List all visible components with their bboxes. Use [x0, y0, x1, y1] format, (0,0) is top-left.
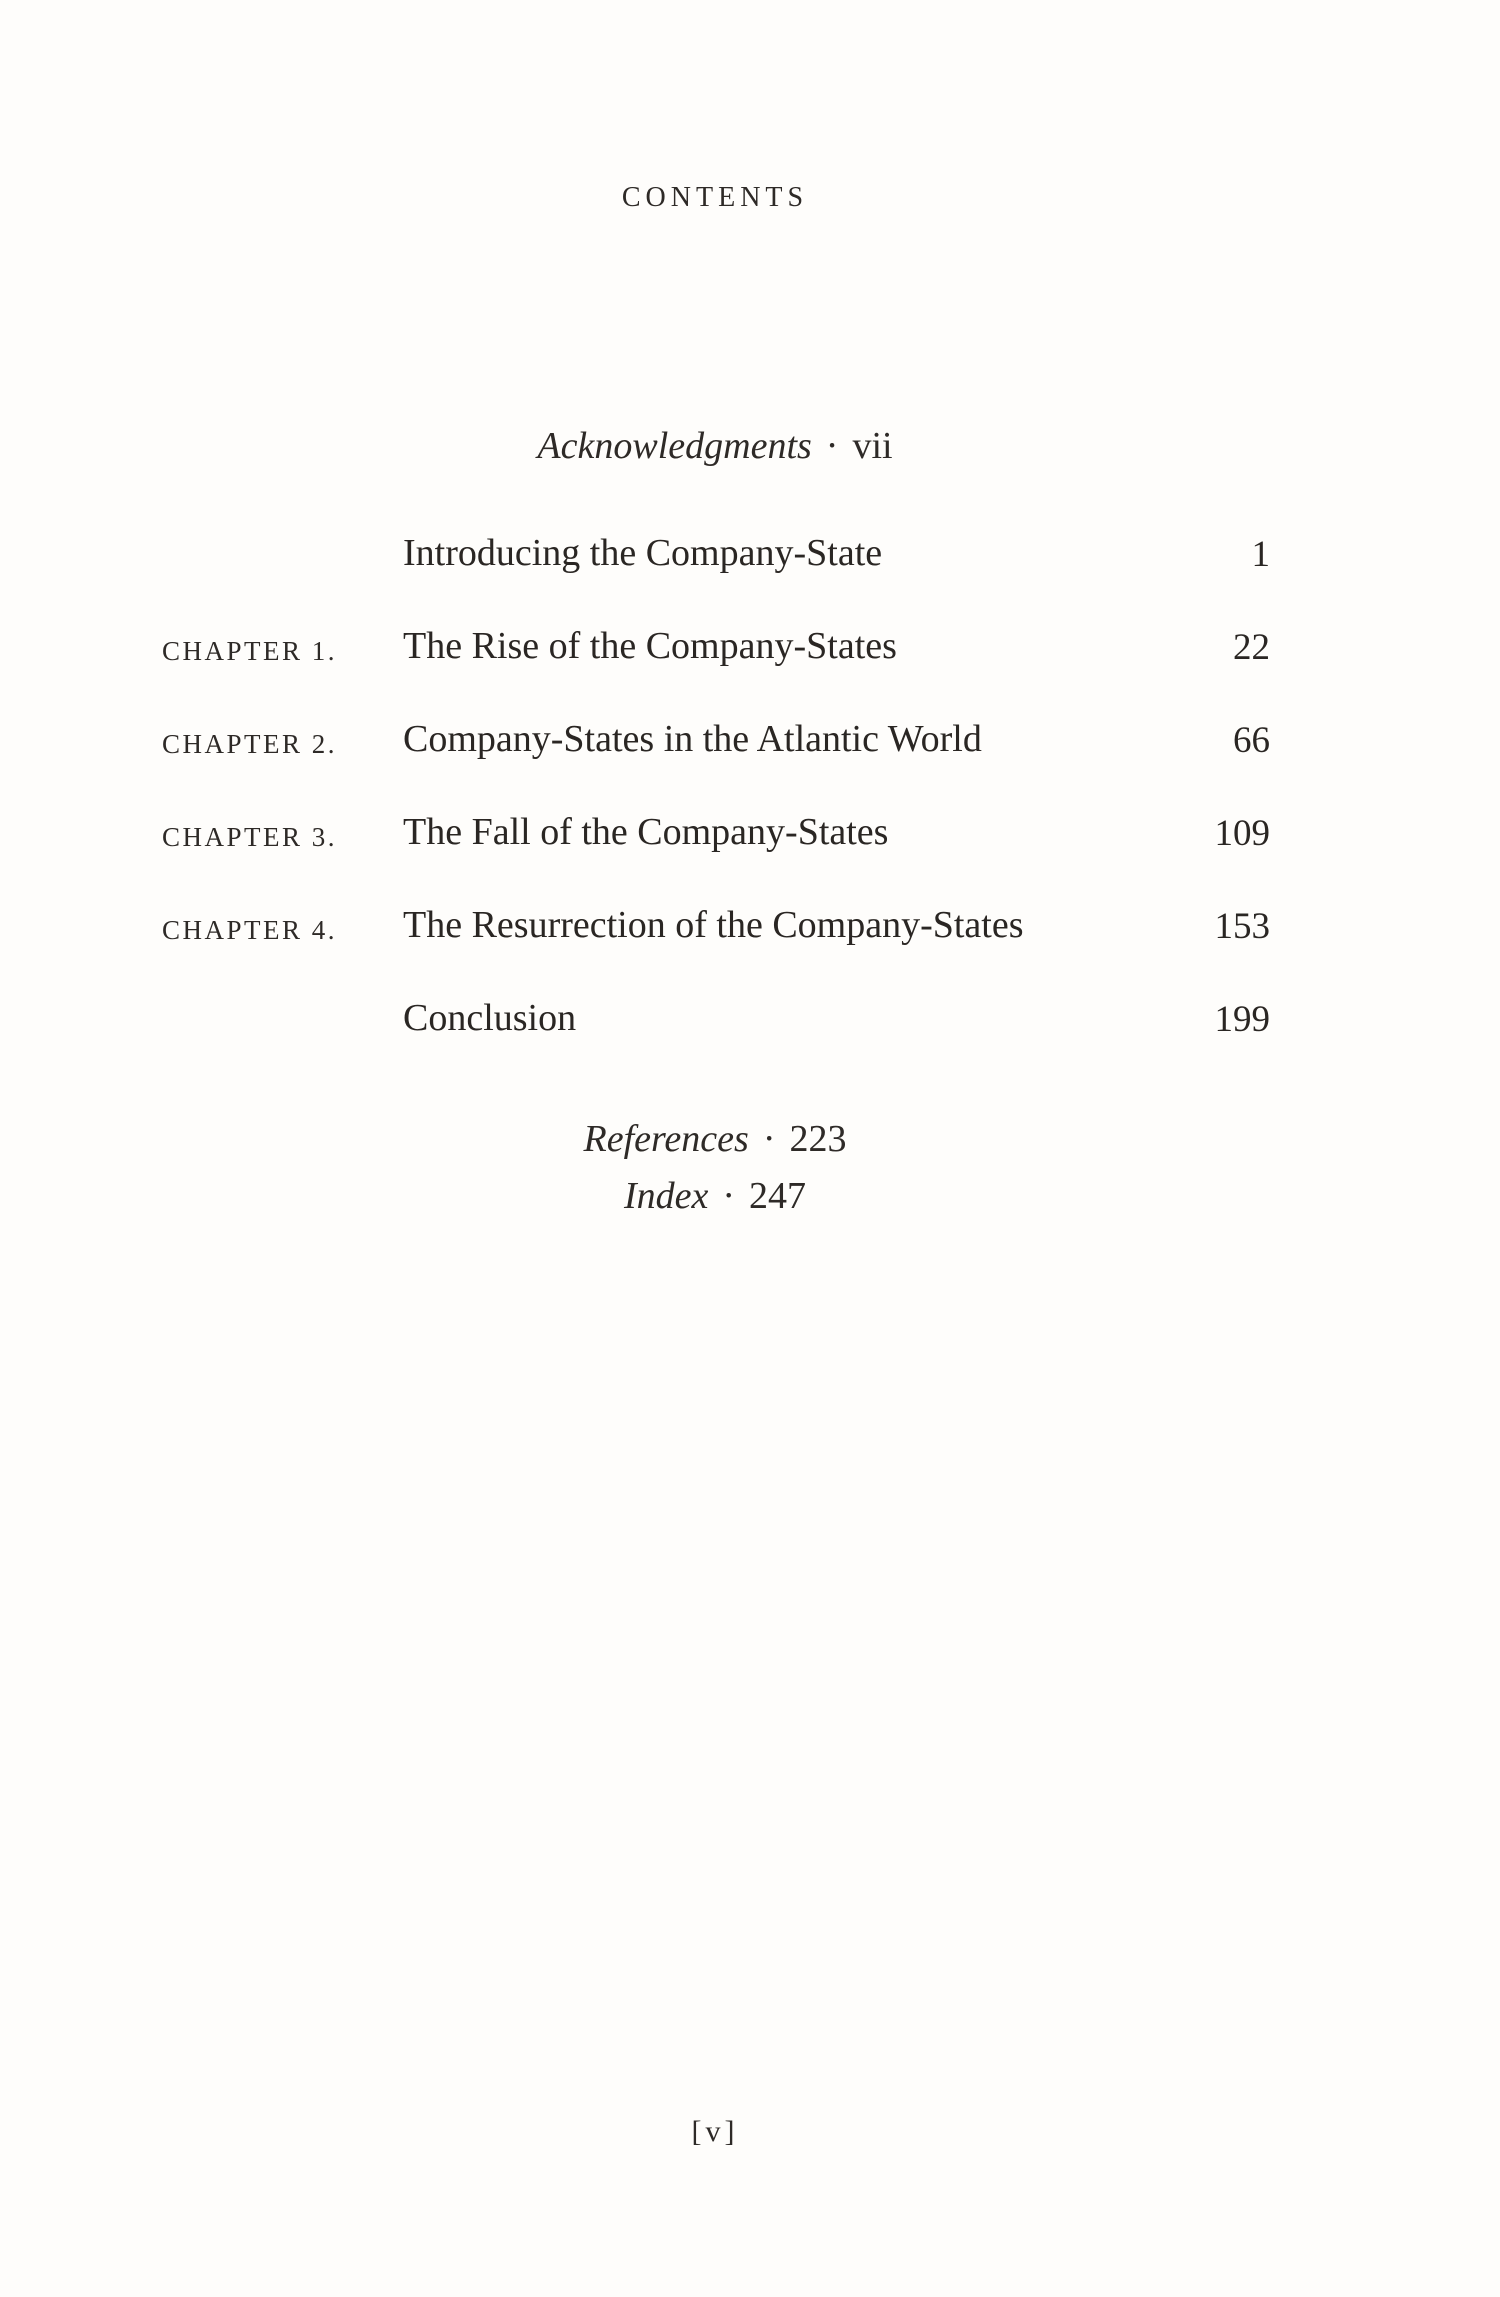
- toc-entry-label: CHAPTER 3.: [162, 822, 338, 852]
- toc-separator: ·: [722, 1175, 736, 1217]
- toc-entry-label: CHAPTER 2.: [162, 729, 338, 759]
- toc-entry-chapter-4: [0, 903, 1500, 953]
- toc-index-page: 247: [749, 1175, 807, 1217]
- toc-acknowledgments: [0, 424, 1430, 468]
- toc-acknowledgments-page: vii: [852, 425, 893, 467]
- page-title: CONTENTS: [621, 182, 809, 213]
- toc-entry-introduction: [0, 531, 1500, 581]
- toc-references-label: References: [583, 1118, 749, 1160]
- toc-separator: ·: [825, 425, 839, 467]
- toc-entry-chapter-3: [0, 810, 1500, 860]
- toc-entry-title: The Resurrection of the Company-States: [403, 904, 1024, 946]
- toc-entry-title: The Fall of the Company-States: [403, 811, 889, 853]
- toc-entry-title: Company-States in the Atlantic World: [403, 718, 982, 760]
- toc-acknowledgments-label: Acknowledgments: [537, 425, 812, 467]
- toc-separator: ·: [762, 1118, 776, 1160]
- toc-entry-title: Introducing the Company-State: [403, 532, 883, 574]
- toc-entry-title: The Rise of the Company-States: [403, 625, 897, 667]
- toc-entry-page: 66: [1233, 720, 1270, 761]
- toc-entry-chapter-1: [0, 624, 1500, 674]
- toc-index-label: Index: [623, 1175, 709, 1217]
- toc-entry-title: Conclusion: [403, 997, 577, 1039]
- toc-entry-chapter-2: [0, 717, 1500, 767]
- toc-entry-page: 199: [1214, 999, 1270, 1040]
- toc-entry-page: 22: [1233, 627, 1270, 668]
- toc-entry-conclusion: [0, 996, 1500, 1046]
- toc-references-page: 223: [789, 1118, 847, 1160]
- toc-index: [0, 1174, 1430, 1218]
- page-number: [v]: [691, 2115, 739, 2148]
- toc-entry-label: CHAPTER 4.: [162, 915, 338, 945]
- toc-entry-page: 109: [1214, 813, 1270, 854]
- toc-entry-page: 1: [1251, 534, 1270, 575]
- toc-entry-label: CHAPTER 1.: [162, 636, 338, 666]
- toc-references: [0, 1117, 1430, 1161]
- toc-entry-page: 153: [1214, 906, 1270, 947]
